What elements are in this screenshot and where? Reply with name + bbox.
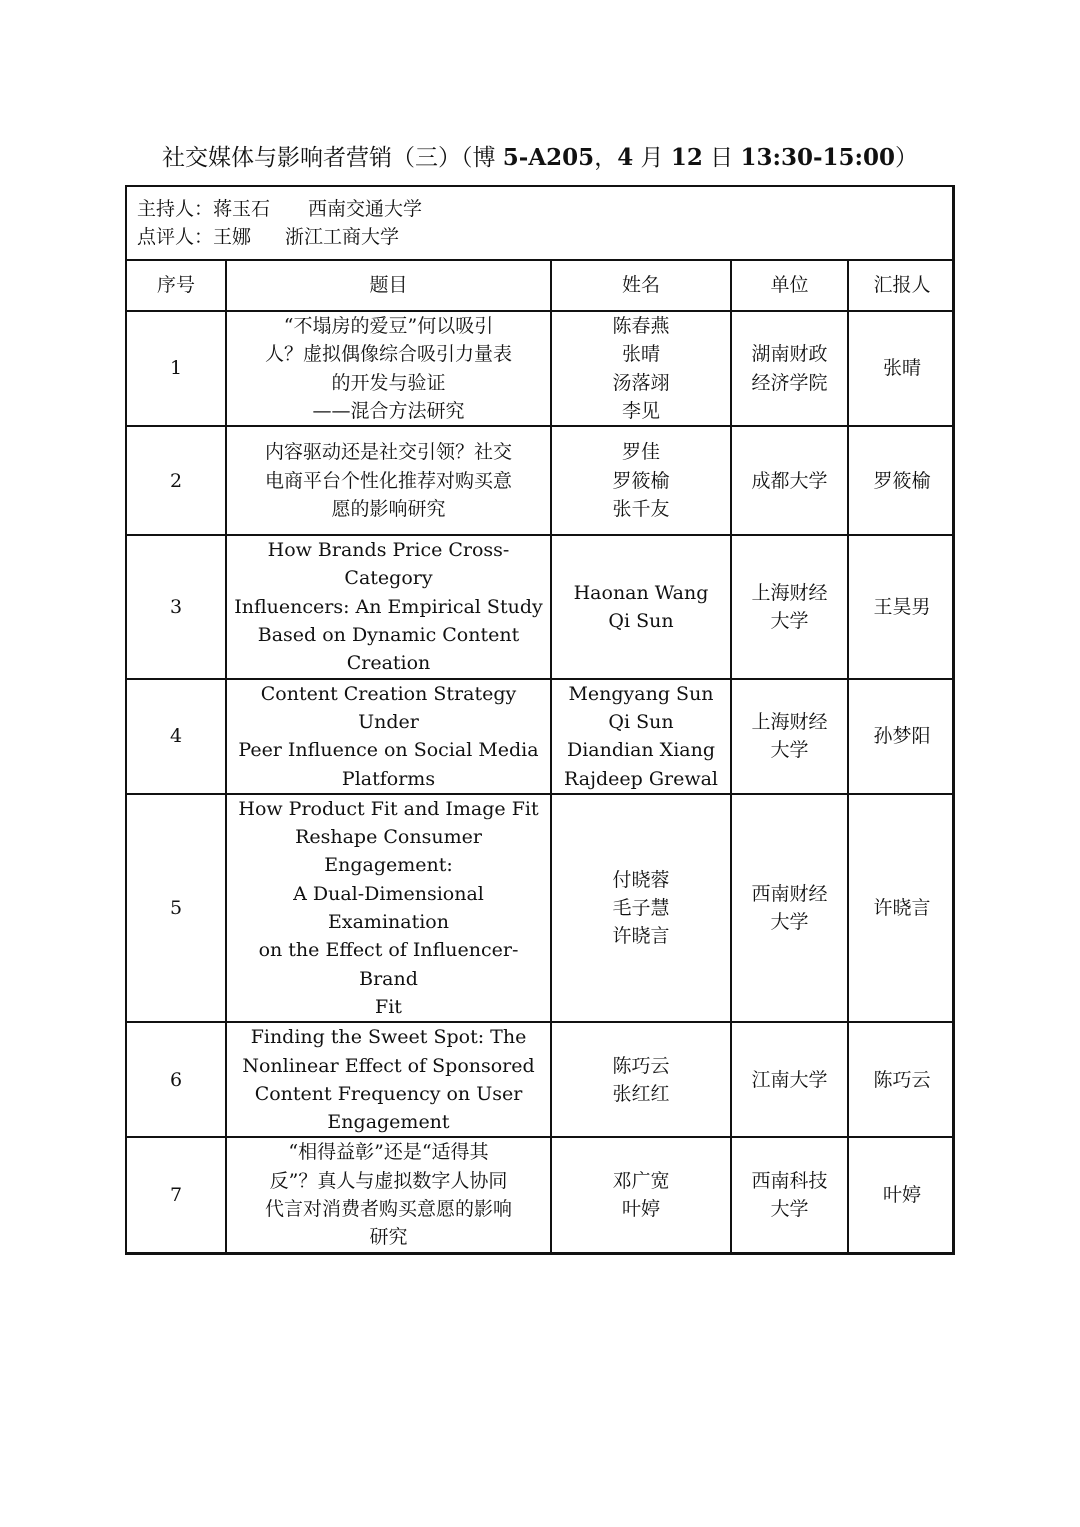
affiliation-line: 经济学院	[751, 371, 828, 394]
author-list-line: Mengyang Sun	[568, 682, 714, 705]
row-number: 3	[127, 535, 226, 678]
row-number: 1	[127, 311, 226, 426]
author-list-line: Diandian Xiang	[566, 739, 716, 762]
header-org: 单位	[731, 261, 848, 311]
title-month: 4	[617, 144, 634, 171]
row-number: 6	[127, 1022, 226, 1137]
reviewer-name: 王娜	[213, 226, 252, 248]
paper-title-line: 人？虚拟偶像综合吸引力量表	[264, 343, 512, 366]
presenter: 王昊男	[848, 535, 955, 678]
author-list-line: 李见	[621, 399, 660, 422]
paper-title-line: Engagement	[327, 1111, 450, 1134]
paper-title-line: Platforms	[341, 767, 436, 790]
table-row	[127, 679, 955, 794]
author-list	[551, 679, 731, 794]
schedule-table-frame	[125, 185, 955, 1255]
paper-title-line: “相得益彰”还是“适得其	[288, 1141, 489, 1164]
author-list	[551, 1137, 731, 1251]
schedule-table	[127, 261, 955, 1252]
author-list-line: Haonan Wang	[573, 581, 709, 604]
author-list-line: Rajdeep Grewal	[564, 767, 718, 790]
paper-title-line: Peer Influence on Social Media	[238, 739, 539, 762]
table-row	[127, 535, 955, 678]
paper-title-line: How Product Fit and Image Fit	[238, 797, 539, 820]
author-list-line: 许晓言	[612, 925, 670, 948]
affiliation	[731, 311, 848, 426]
author-list-line: 张红红	[612, 1082, 670, 1105]
author-list-line: Qi Sun	[608, 710, 674, 733]
header-presenter: 汇报人	[848, 261, 955, 311]
author-list-line: 付晓蓉	[612, 868, 670, 891]
author-list-line: Qi Sun	[608, 609, 674, 632]
author-list-line: 张千友	[612, 497, 670, 520]
paper-title-line: How Brands Price Cross-Category	[267, 539, 510, 590]
affiliation-line: 大学	[770, 739, 809, 762]
session-info	[127, 187, 952, 261]
author-list	[551, 1022, 731, 1137]
row-number: 5	[127, 794, 226, 1022]
reviewer-org: 浙江工商大学	[285, 226, 400, 248]
paper-title-line: 愿的影响研究	[331, 497, 446, 520]
paper-title-line: 的开发与验证	[331, 371, 446, 394]
title-prefix: 社交媒体与影响者营销（三）（博	[161, 145, 503, 171]
affiliation-line: 西南科技	[751, 1169, 828, 1192]
row-number: 2	[127, 426, 226, 535]
table-row	[127, 794, 955, 1022]
paper-title-line: Influencers: An Empirical Study	[234, 595, 543, 618]
table-row	[127, 426, 955, 535]
paper-title-line: A Dual-Dimensional Examination	[293, 882, 484, 934]
paper-title	[226, 1137, 551, 1251]
title-time: 13:30-15:00	[740, 144, 896, 171]
affiliation-line: 上海财经	[751, 710, 828, 733]
author-list	[551, 535, 731, 678]
host-row	[137, 195, 942, 223]
paper-title-line: 研究	[369, 1226, 408, 1249]
presenter: 罗筱榆	[848, 426, 955, 535]
paper-title-line: 内容驱动还是社交引领？社交	[264, 441, 512, 464]
header-row	[127, 261, 955, 311]
row-number: 4	[127, 679, 226, 794]
paper-title-line: Content Frequency on User	[254, 1082, 523, 1105]
page-title	[0, 138, 1080, 178]
table-row	[127, 311, 955, 426]
title-month-unit: 月	[633, 145, 671, 171]
affiliation-line: 上海财经	[751, 581, 828, 604]
paper-title-line: “不塌房的爱豆”何以吸引	[283, 315, 494, 337]
paper-title-line: Finding the Sweet Spot: The	[250, 1026, 527, 1049]
header-no: 序号	[127, 261, 226, 311]
host-org: 西南交通大学	[308, 198, 423, 220]
affiliation-line: 成都大学	[751, 469, 828, 492]
row-number: 7	[127, 1137, 226, 1251]
reviewer-label: 点评人：	[137, 226, 214, 248]
presenter: 陈巧云	[848, 1022, 955, 1137]
presenter: 孙梦阳	[848, 679, 955, 794]
affiliation	[731, 679, 848, 794]
paper-title	[226, 794, 551, 1022]
paper-title-line: Reshape Consumer Engagement:	[295, 826, 482, 877]
affiliation	[731, 794, 848, 1022]
header-authors: 姓名	[551, 261, 731, 311]
paper-title-line: Nonlinear Effect of Sponsored	[242, 1054, 535, 1077]
paper-title-line: 电商平台个性化推荐对购买意	[264, 469, 512, 492]
author-list	[551, 426, 731, 535]
paper-title	[226, 679, 551, 794]
title-day: 12	[670, 144, 703, 171]
presenter: 张晴	[848, 311, 955, 426]
author-list-line: 罗筱榆	[612, 469, 670, 492]
author-list-line: 毛子慧	[612, 896, 670, 919]
author-list-line: 陈巧云	[612, 1054, 670, 1077]
paper-title-line: Fit	[375, 995, 402, 1018]
paper-title	[226, 1022, 551, 1137]
paper-title-line: 反”？真人与虚拟数字人协同	[269, 1169, 508, 1192]
author-list-line: 罗佳	[621, 441, 660, 464]
affiliation-line: 大学	[770, 609, 809, 632]
table-row	[127, 1137, 955, 1251]
presenter: 叶婷	[848, 1137, 955, 1251]
host-label: 主持人：	[137, 198, 214, 220]
affiliation	[731, 1022, 848, 1137]
presenter: 许晓言	[848, 794, 955, 1022]
paper-title-line: Creation	[346, 652, 431, 675]
paper-title-line: Content Creation Strategy Under	[260, 682, 517, 733]
affiliation-line: 大学	[770, 911, 809, 934]
paper-title	[226, 426, 551, 535]
title-room: 5-A205	[502, 144, 595, 171]
affiliation-line: 大学	[770, 1198, 809, 1221]
paper-title	[226, 311, 551, 426]
affiliation-line: 江南大学	[751, 1068, 828, 1091]
affiliation	[731, 426, 848, 535]
paper-title	[226, 535, 551, 678]
author-list-line: 陈春燕	[612, 315, 670, 337]
reviewer-row	[137, 223, 942, 251]
title-sep: ，	[594, 145, 618, 171]
header-title: 题目	[226, 261, 551, 311]
affiliation-line: 西南财经	[751, 882, 828, 905]
author-list	[551, 794, 731, 1022]
paper-title-line: ——混合方法研究	[312, 399, 465, 422]
author-list-line: 张晴	[621, 343, 660, 366]
host-name: 蒋玉石	[213, 198, 271, 220]
table-row	[127, 1022, 955, 1137]
affiliation	[731, 1137, 848, 1251]
author-list	[551, 311, 731, 426]
title-suffix: ）	[895, 145, 919, 171]
author-list-line: 邓广宽	[612, 1169, 670, 1192]
author-list-line: 叶婷	[621, 1198, 660, 1221]
author-list-line: 汤落翊	[612, 371, 670, 394]
title-day-unit: 日	[702, 145, 741, 171]
paper-title-line: on the Effect of Influencer-Brand	[258, 939, 519, 990]
paper-title-line: Based on Dynamic Content	[257, 624, 520, 647]
affiliation-line: 湖南财政	[751, 343, 828, 366]
paper-title-line: 代言对消费者购买意愿的影响	[264, 1198, 512, 1221]
affiliation	[731, 535, 848, 678]
